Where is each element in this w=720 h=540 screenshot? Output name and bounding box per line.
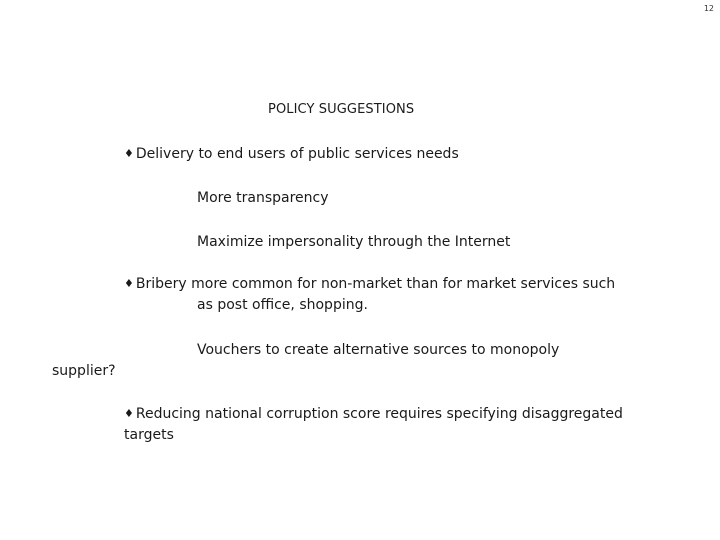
bullet-text-continuation: as post office, shopping. bbox=[197, 297, 368, 313]
bullet-item-bribery bbox=[124, 275, 615, 293]
subitem-vouchers-continuation: supplier? bbox=[52, 363, 116, 379]
diamond-bullet-icon: ♦ bbox=[124, 407, 134, 420]
subitem-vouchers: Vouchers to create alternative sources to monopoly bbox=[197, 342, 560, 358]
bullet-item-corruption-score bbox=[124, 405, 623, 423]
page-number: 12 bbox=[703, 4, 714, 13]
bullet-text: Reducing national corruption score requires specifying disaggregated bbox=[135, 406, 623, 422]
diamond-bullet-icon: ♦ bbox=[124, 277, 134, 290]
subitem-impersonality: Maximize impersonality through the Internet bbox=[197, 234, 511, 250]
bullet-text: Bribery more common for non-market than for market services such bbox=[135, 276, 616, 292]
bullet-text: Delivery to end users of public services needs bbox=[135, 146, 459, 162]
bullet-item-delivery bbox=[124, 145, 459, 163]
diamond-bullet-icon: ♦ bbox=[124, 147, 134, 160]
slide-title: POLICY SUGGESTIONS bbox=[268, 102, 415, 117]
bullet-text-continuation: targets bbox=[124, 427, 174, 443]
subitem-transparency: More transparency bbox=[197, 190, 329, 206]
